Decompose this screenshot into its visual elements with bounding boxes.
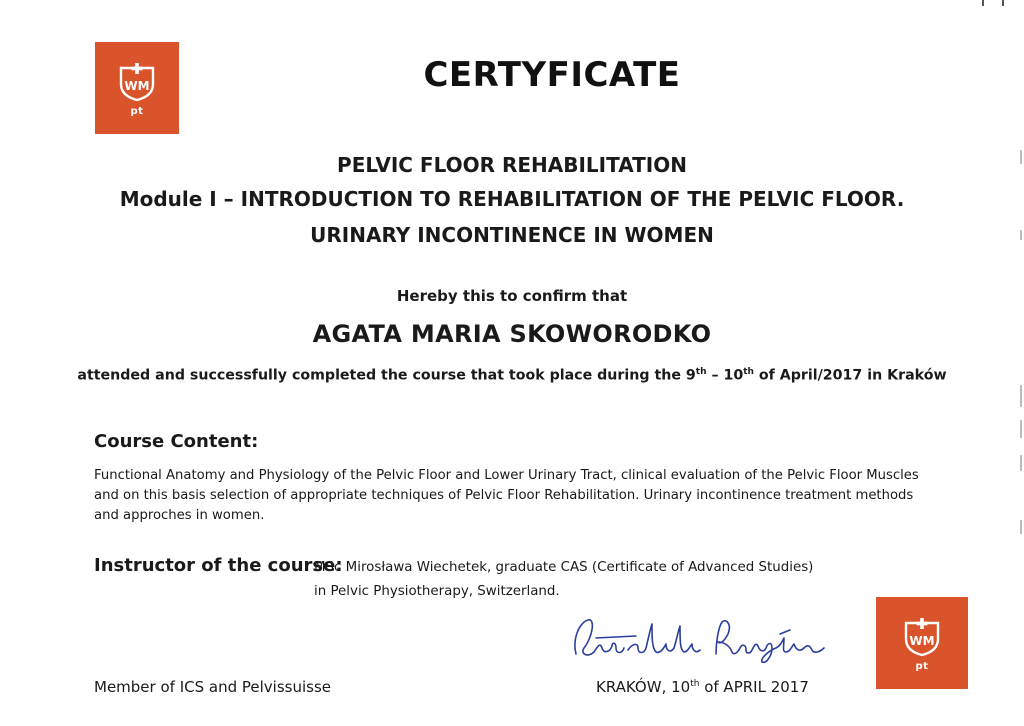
handwritten-signature — [566, 608, 856, 676]
instructor-details-continued: in Pelvic Physiotherapy, Switzerland. — [314, 584, 560, 599]
scan-edge-mark — [1002, 0, 1004, 6]
logo-letters: WM — [124, 78, 150, 93]
instructor-details: MSc Mirosława Wiechetek, graduate CAS (Certificate of Advanced Studies) — [314, 560, 814, 575]
scan-edge-mark — [1020, 520, 1022, 534]
course-title: PELVIC FLOOR REHABILITATION — [337, 153, 687, 177]
instructor-label: Instructor of the course: — [94, 555, 343, 576]
module-title: Module I – INTRODUCTION TO REHABILITATION OF THE PELVIC FLOOR. — [119, 187, 905, 211]
attendance-text-before: attended and successfully completed the course that took place during the 9 — [77, 367, 696, 384]
module-subtitle: URINARY INCONTINENCE IN WOMEN — [310, 223, 714, 247]
place-date — [596, 678, 809, 696]
course-content-line: Functional Anatomy and Physiology of the Pelvic Floor and Lower Urinary Tract, clinical evaluation of the Pelvic Floor Muscles — [94, 468, 919, 483]
attendance-text-after: of April/2017 in Kraków — [753, 367, 947, 384]
scan-edge-mark — [1020, 455, 1022, 471]
attendance-sup2: th — [743, 367, 754, 377]
course-content-text — [94, 466, 964, 526]
logo — [876, 597, 968, 689]
course-content-heading: Course Content: — [94, 431, 259, 452]
certificate-title: CERTYFICATE — [423, 55, 681, 95]
scan-edge-mark — [1020, 420, 1022, 438]
membership-text: Member of ICS and Pelvissuisse — [94, 678, 331, 696]
course-content-line: and approches in women. — [94, 508, 265, 523]
scan-edge-mark — [1020, 385, 1022, 407]
logo-sub: pt — [130, 105, 144, 117]
place-date-after: of APRIL 2017 — [699, 678, 809, 696]
shield-cross-icon — [900, 615, 944, 657]
scan-edge-mark — [982, 0, 984, 6]
logo-letters: WM — [909, 633, 935, 648]
place-date-sup: th — [690, 679, 700, 689]
recipient-name: AGATA MARIA SKOWORODKO — [312, 320, 712, 348]
logo-sub: pt — [915, 660, 929, 672]
attendance-sup1: th — [695, 367, 707, 377]
attendance-statement — [0, 367, 1024, 384]
course-content-line: and on this basis selection of appropriate techniques of Pelvic Floor Rehabilitation. Urinary incontinence treatment methods — [94, 488, 914, 503]
place-date-before: KRAKÓW, 10 — [596, 678, 691, 696]
attendance-text-middle: – 10 — [706, 367, 744, 384]
confirm-text: Hereby this to confirm that — [396, 287, 628, 305]
